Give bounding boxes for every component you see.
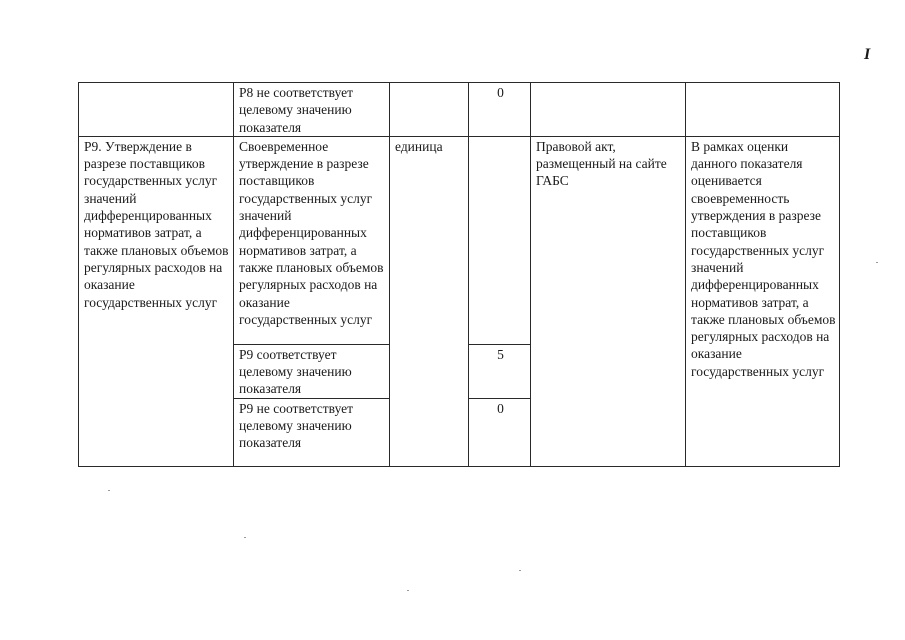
scan-speck xyxy=(519,570,521,571)
scan-speck xyxy=(108,490,110,491)
score-cell: 5 xyxy=(469,344,531,398)
score-cell: 0 xyxy=(469,398,531,466)
condition-cell: Р8 не соответствует целевому значению показателя xyxy=(234,83,390,137)
indicator-cell xyxy=(79,83,234,137)
unit-cell: единица xyxy=(390,136,469,466)
table-row xyxy=(79,83,840,137)
condition-cell: Р9 не соответствует целевому значению показателя xyxy=(234,398,390,466)
comment-cell: В рамках оценки данного показателя оценивается своевременность утверждения в разрезе поставщиков государственных услуг значений дифференцированных нормативов затрат, а также плановых объемов регулярных расходов на оказание государственных услуг xyxy=(686,136,840,466)
source-cell xyxy=(531,83,686,137)
page-number-mark: I xyxy=(864,46,871,63)
unit-cell xyxy=(390,83,469,137)
scan-speck xyxy=(407,590,409,591)
source-cell: Правовой акт, размещенный на сайте ГАБС xyxy=(531,136,686,466)
score-cell: 0 xyxy=(469,83,531,137)
score-cell xyxy=(469,136,531,344)
evaluation-table xyxy=(78,82,840,467)
description-cell: Своевременное утверждение в разрезе поставщиков государственных услуг значений дифференцированных нормативов затрат, а также плановых объемов регулярных расходов на оказание государственных услуг xyxy=(234,136,390,344)
scan-speck xyxy=(244,537,246,538)
condition-cell: Р9 соответствует целевому значению показателя xyxy=(234,344,390,398)
comment-cell xyxy=(686,83,840,137)
indicator-cell: Р9. Утверждение в разрезе поставщиков государственных услуг значений дифференцированных нормативов затрат, а также плановых объемов регулярных расходов на оказание государственных услуг xyxy=(79,136,234,466)
table-row xyxy=(79,136,840,344)
scan-speck xyxy=(876,262,878,263)
